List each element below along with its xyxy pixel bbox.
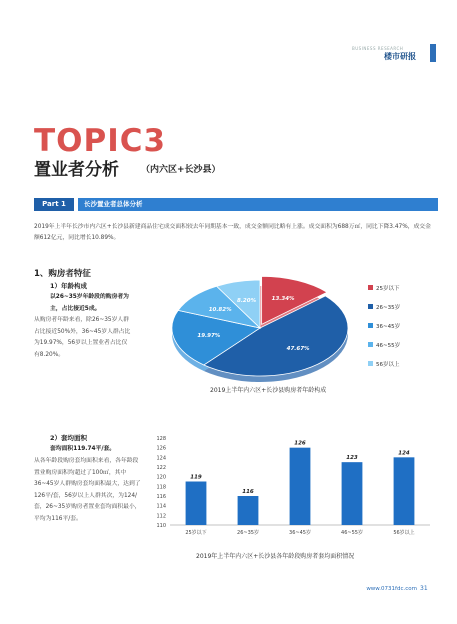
y-tick-label: 112: [156, 513, 166, 520]
x-tick-label: 25岁以下: [185, 530, 207, 536]
y-tick-label: 124: [156, 455, 166, 462]
x-tick-label: 36~45岁: [289, 530, 311, 536]
x-tick-label: 26~35岁: [237, 530, 259, 536]
section2-strong-text: 套均面积119.74平/套。: [50, 446, 116, 452]
y-tick-label: 118: [156, 484, 166, 491]
part-title: 长沙置业者总体分析: [78, 198, 438, 211]
legend-label: 26~35岁: [376, 305, 401, 311]
y-tick-label: 120: [156, 474, 166, 481]
bar: [342, 462, 363, 525]
page-title: 置业者分析: [34, 160, 119, 180]
section1-strong-text: 以26~35岁年龄段的购房者为主，占比接近5成。: [50, 294, 129, 312]
x-tick-label: 56岁以上: [393, 530, 415, 536]
page-number: 31: [420, 585, 428, 592]
bar: [238, 496, 259, 525]
legend-label: 56岁以上: [376, 362, 400, 368]
y-tick-label: 110: [156, 523, 166, 529]
x-tick-label: 46~55岁: [341, 530, 363, 536]
page-subtitle: （内六区+长沙县）: [141, 165, 221, 175]
section2-subheading: 2）套均面积: [50, 434, 88, 442]
section1-subheading: 1）年龄构成: [50, 282, 88, 290]
pie-data-label: 8.20%: [237, 298, 257, 305]
y-tick-label: 114: [156, 503, 166, 510]
bar-data-label: 119: [190, 474, 202, 481]
pie-data-label: 13.34%: [271, 296, 295, 303]
y-tick-label: 122: [156, 465, 166, 471]
bar: [186, 482, 207, 526]
section1-body-text: 从购房者年龄来看，除26~35岁人群占比接近50%外，36~45岁人群占比为19.97%，56岁以上置业者占比仅有8.20%。: [34, 317, 131, 358]
legend-label: 36~45岁: [376, 324, 401, 330]
part-label: Part 1: [34, 198, 74, 211]
legend-swatch: [368, 342, 373, 347]
bar-chart-title: 2019年上半年内六区+长沙县各年龄段购房者套均面积情况: [196, 553, 355, 560]
pie-data-label: 10.82%: [208, 307, 232, 314]
footer-url: www.0731fdc.com: [366, 586, 417, 592]
age-pie-chart: [150, 270, 450, 400]
bar: [290, 448, 311, 525]
pie-chart-title: 2019上半年内六区+长沙县购房者年龄构成: [210, 387, 327, 394]
bar: [394, 457, 415, 525]
header-small-text: BUSINESS RESEARCH: [352, 46, 404, 51]
intro-paragraph: 2019年上半年长沙市内六区+长沙县新建商品住宅成交面积较去年同期基本一致，成交金额同比略有上涨。成交面积为688万㎡，同比下降3.47%，成交金额612亿元，同比增长10.89%。: [34, 224, 431, 241]
area-bar-chart: [140, 430, 440, 550]
bar-data-label: 124: [398, 450, 410, 457]
bar-data-label: 126: [294, 440, 306, 447]
topic-label: TOPIC3: [34, 123, 167, 159]
legend-swatch: [368, 323, 373, 328]
legend-swatch: [368, 285, 373, 290]
legend-swatch: [368, 361, 373, 366]
legend-swatch: [368, 304, 373, 309]
bar-data-label: 123: [346, 455, 358, 462]
bar-data-label: 116: [242, 489, 254, 495]
y-tick-label: 126: [156, 445, 166, 452]
header-accent-bar: [430, 44, 436, 62]
y-tick-label: 128: [156, 436, 166, 442]
legend-label: 46~55岁: [376, 343, 401, 349]
section2-body-text: 从各年龄段购房套均面积来看，各年龄段置业购房面积均超过了100㎡，其中36~45岁人群购房套均面积最大，达到了126平/套，56岁以上人群其次，为124/套，26~35岁购房者置业套均面积最小，平均为116平/套。: [34, 458, 141, 522]
pie-data-label: 47.67%: [286, 345, 310, 352]
header-title: 楼市研报: [384, 52, 416, 61]
section1-heading: 1、购房者特征: [34, 269, 91, 279]
legend-label: 25岁以下: [376, 286, 400, 292]
y-tick-label: 116: [156, 494, 166, 500]
pie-data-label: 19.97%: [197, 333, 221, 340]
